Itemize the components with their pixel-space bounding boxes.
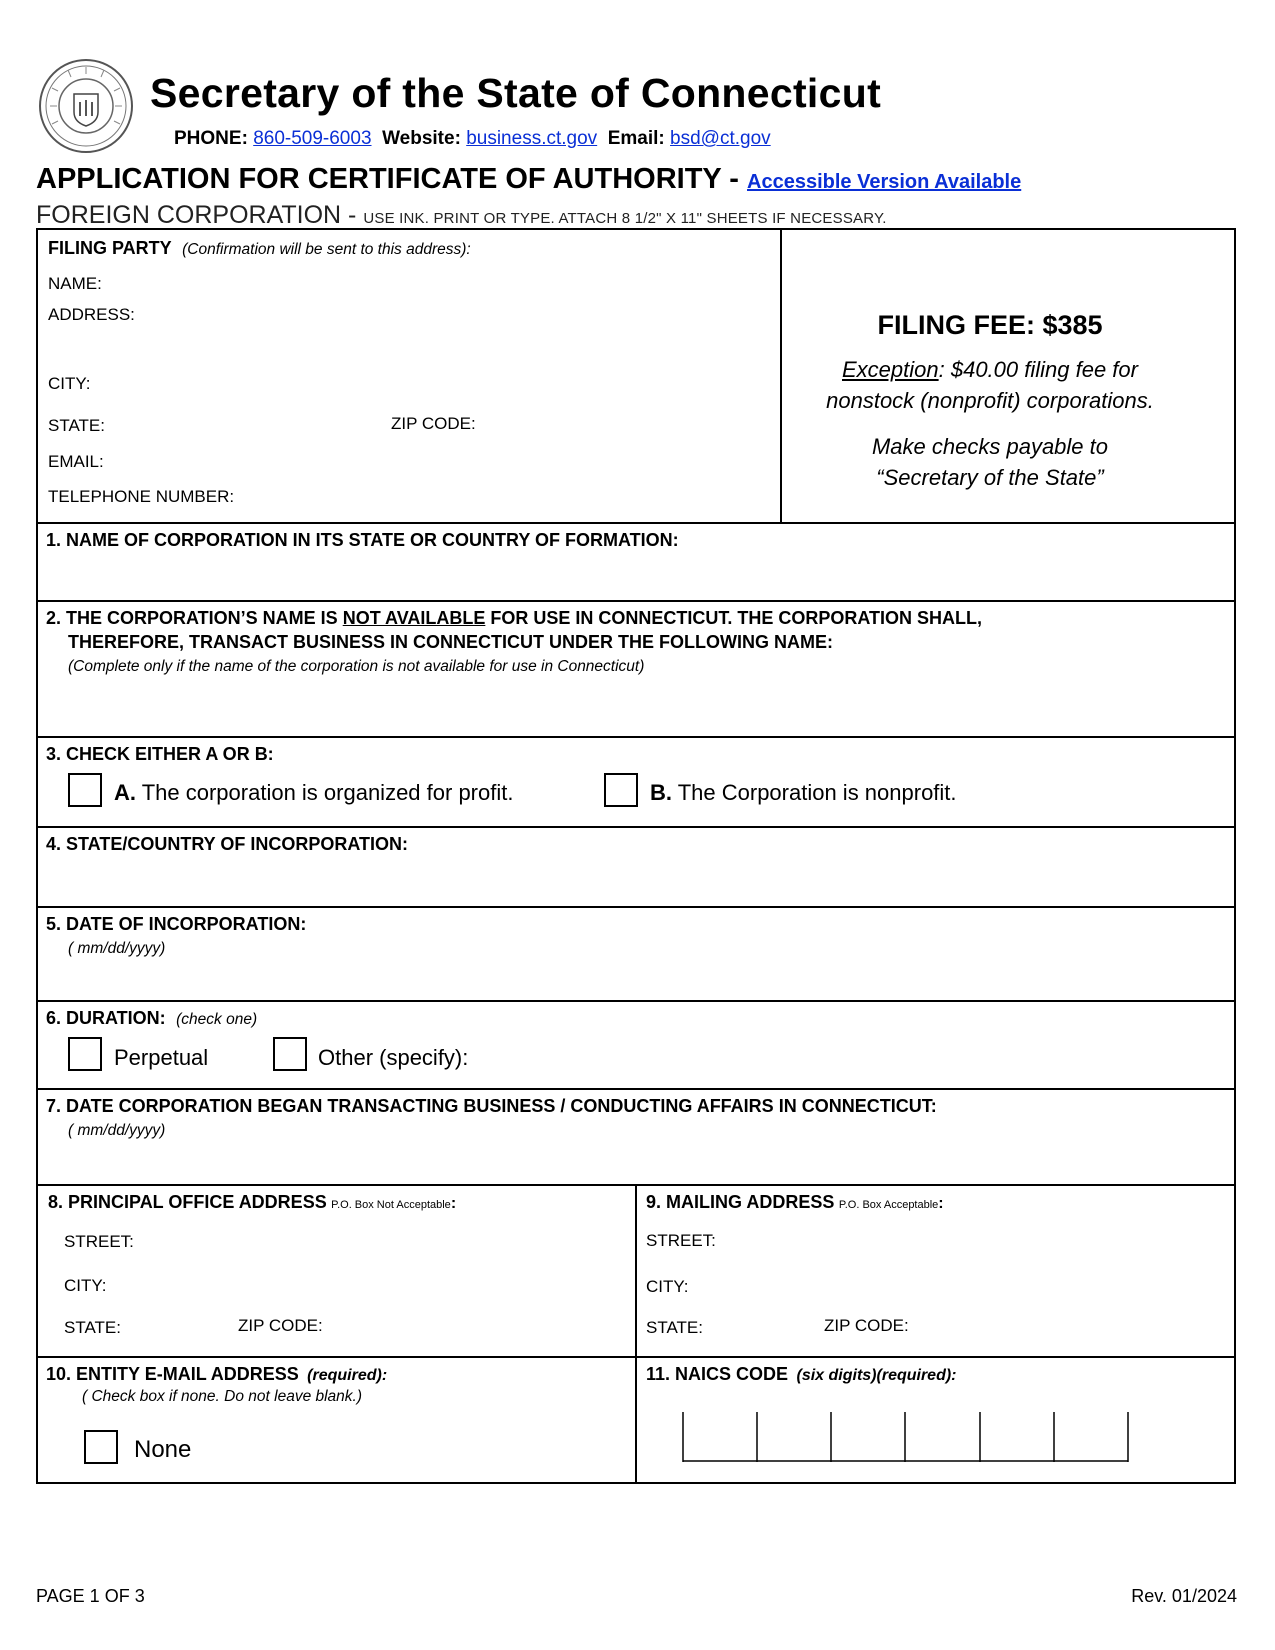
section-5 [36,906,1236,1002]
no-email-checkbox[interactable] [84,1430,118,1464]
mailing-street-field[interactable]: STREET: [646,1231,716,1250]
alternate-name-field[interactable] [46,682,1226,732]
phone-link[interactable]: 860-509-6003 [253,128,372,149]
perpetual-option: Perpetual [114,1045,209,1070]
section-7-label: 7. DATE CORPORATION BEGAN TRANSACTING BUSINESS / CONDUCTING AFFAIRS IN CONNECTICUT: [46,1096,937,1116]
filing-party-section [36,228,1236,524]
filing-party-heading: FILING PARTY (Confirmation will be sent to this address): [48,238,471,258]
page-number: PAGE 1 OF 3 [36,1586,145,1606]
corporation-name-field[interactable] [46,558,1226,598]
filing-city-field[interactable]: CITY: [48,374,91,393]
section-10-note: ( Check box if none. Do not leave blank.) [82,1388,363,1405]
section-7-format: ( mm/dd/yyyy) [68,1122,166,1139]
section-2 [36,600,1236,738]
filing-state-field[interactable]: STATE: [48,416,105,435]
form-subtitle-text: FOREIGN CORPORATION - [36,201,357,229]
mailing-zip-field[interactable]: ZIP CODE: [824,1316,909,1335]
section-1 [36,522,1236,602]
form-title-text: APPLICATION FOR CERTIFICATE OF AUTHORITY - [36,163,739,195]
date-of-incorporation-field[interactable] [46,964,1226,998]
phone-label: PHONE: [174,128,248,149]
form-instructions: USE INK. PRINT OR TYPE. ATTACH 8 1/2" X 11" SHEETS IF NECESSARY. [363,210,887,227]
contact-line [174,128,771,150]
section-11-label: 11. NAICS CODE (six digits)(required): [646,1364,957,1384]
section-8-label: 8. PRINCIPAL OFFICE ADDRESS P.O. Box Not Acceptable: [48,1192,457,1212]
state-of-incorporation-field[interactable] [46,862,1226,902]
filing-address-field[interactable]: ADDRESS: [48,305,135,324]
form-title [36,163,1021,196]
section-8-9 [36,1184,1236,1358]
for-profit-option: A. The corporation is organized for profit. [114,780,514,805]
no-email-option: None [134,1436,192,1463]
accessible-version-link[interactable]: Accessible Version Available [747,171,1022,193]
section-4-label: 4. STATE/COUNTRY OF INCORPORATION: [46,834,409,854]
date-began-business-field[interactable] [46,1146,1226,1182]
revision-date: Rev. 01/2024 [1131,1586,1237,1606]
principal-street-field[interactable]: STREET: [64,1232,134,1251]
state-seal-icon [38,58,134,154]
section-2-note: (Complete only if the name of the corporation is not available for use in Connecticut) [68,658,645,675]
other-duration-checkbox[interactable] [273,1037,307,1071]
website-link[interactable]: business.ct.gov [466,128,598,149]
website-label: Website: [382,128,461,149]
section-1-label: 1. NAME OF CORPORATION IN ITS STATE OR COUNTRY OF FORMATION: [46,530,679,550]
page-title: Secretary of the State of Connecticut [150,70,882,116]
principal-zip-field[interactable]: ZIP CODE: [238,1316,323,1335]
section-3-label: 3. CHECK EITHER A OR B: [46,744,274,764]
section-7 [36,1088,1236,1186]
naics-code-field[interactable] [682,1412,1130,1462]
divider [635,1358,637,1482]
divider [635,1186,637,1358]
nonprofit-checkbox[interactable] [604,773,638,807]
mailing-city-field[interactable]: CITY: [646,1277,689,1296]
section-10-label: 10. ENTITY E-MAIL ADDRESS (required): [46,1364,388,1384]
section-6 [36,1000,1236,1090]
section-6-label: 6. DURATION: (check one) [46,1008,258,1028]
section-3 [36,736,1236,828]
fee-checks-payable: Make checks payable to “Secretary of the State” [871,434,1109,490]
email-link[interactable]: bsd@ct.gov [670,128,771,149]
filing-telephone-field[interactable]: TELEPHONE NUMBER: [48,487,235,506]
for-profit-checkbox[interactable] [68,773,102,807]
mailing-state-field[interactable]: STATE: [646,1318,703,1337]
principal-state-field[interactable]: STATE: [64,1318,121,1337]
fee-exception: Exception: $40.00 filing fee for nonstock (nonprofit) corporations. [826,357,1154,413]
principal-city-field[interactable]: CITY: [64,1276,107,1295]
section-2-label-line2: THEREFORE, TRANSACT BUSINESS IN CONNECTICUT UNDER THE FOLLOWING NAME: [68,632,833,652]
section-10-11 [36,1356,1236,1484]
section-5-label: 5. DATE OF INCORPORATION: [46,914,307,934]
filing-zip-field[interactable]: ZIP CODE: [391,414,476,433]
section-5-format: ( mm/dd/yyyy) [68,940,166,957]
email-label: Email: [607,128,665,149]
form-subtitle [36,201,887,230]
filing-name-field[interactable]: NAME: [48,274,102,293]
filing-fee-heading: FILING FEE: $385 [877,310,1103,340]
filing-email-field[interactable]: EMAIL: [48,452,104,471]
other-duration-option: Other (specify): [318,1045,469,1070]
nonprofit-option: B. The Corporation is nonprofit. [650,780,957,805]
perpetual-checkbox[interactable] [68,1037,102,1071]
section-4 [36,826,1236,908]
section-2-label: 2. THE CORPORATION’S NAME IS NOT AVAILABLE FOR USE IN CONNECTICUT. THE CORPORATION SHALL, [46,608,983,628]
section-9-label: 9. MAILING ADDRESS P.O. Box Acceptable: [646,1192,944,1212]
